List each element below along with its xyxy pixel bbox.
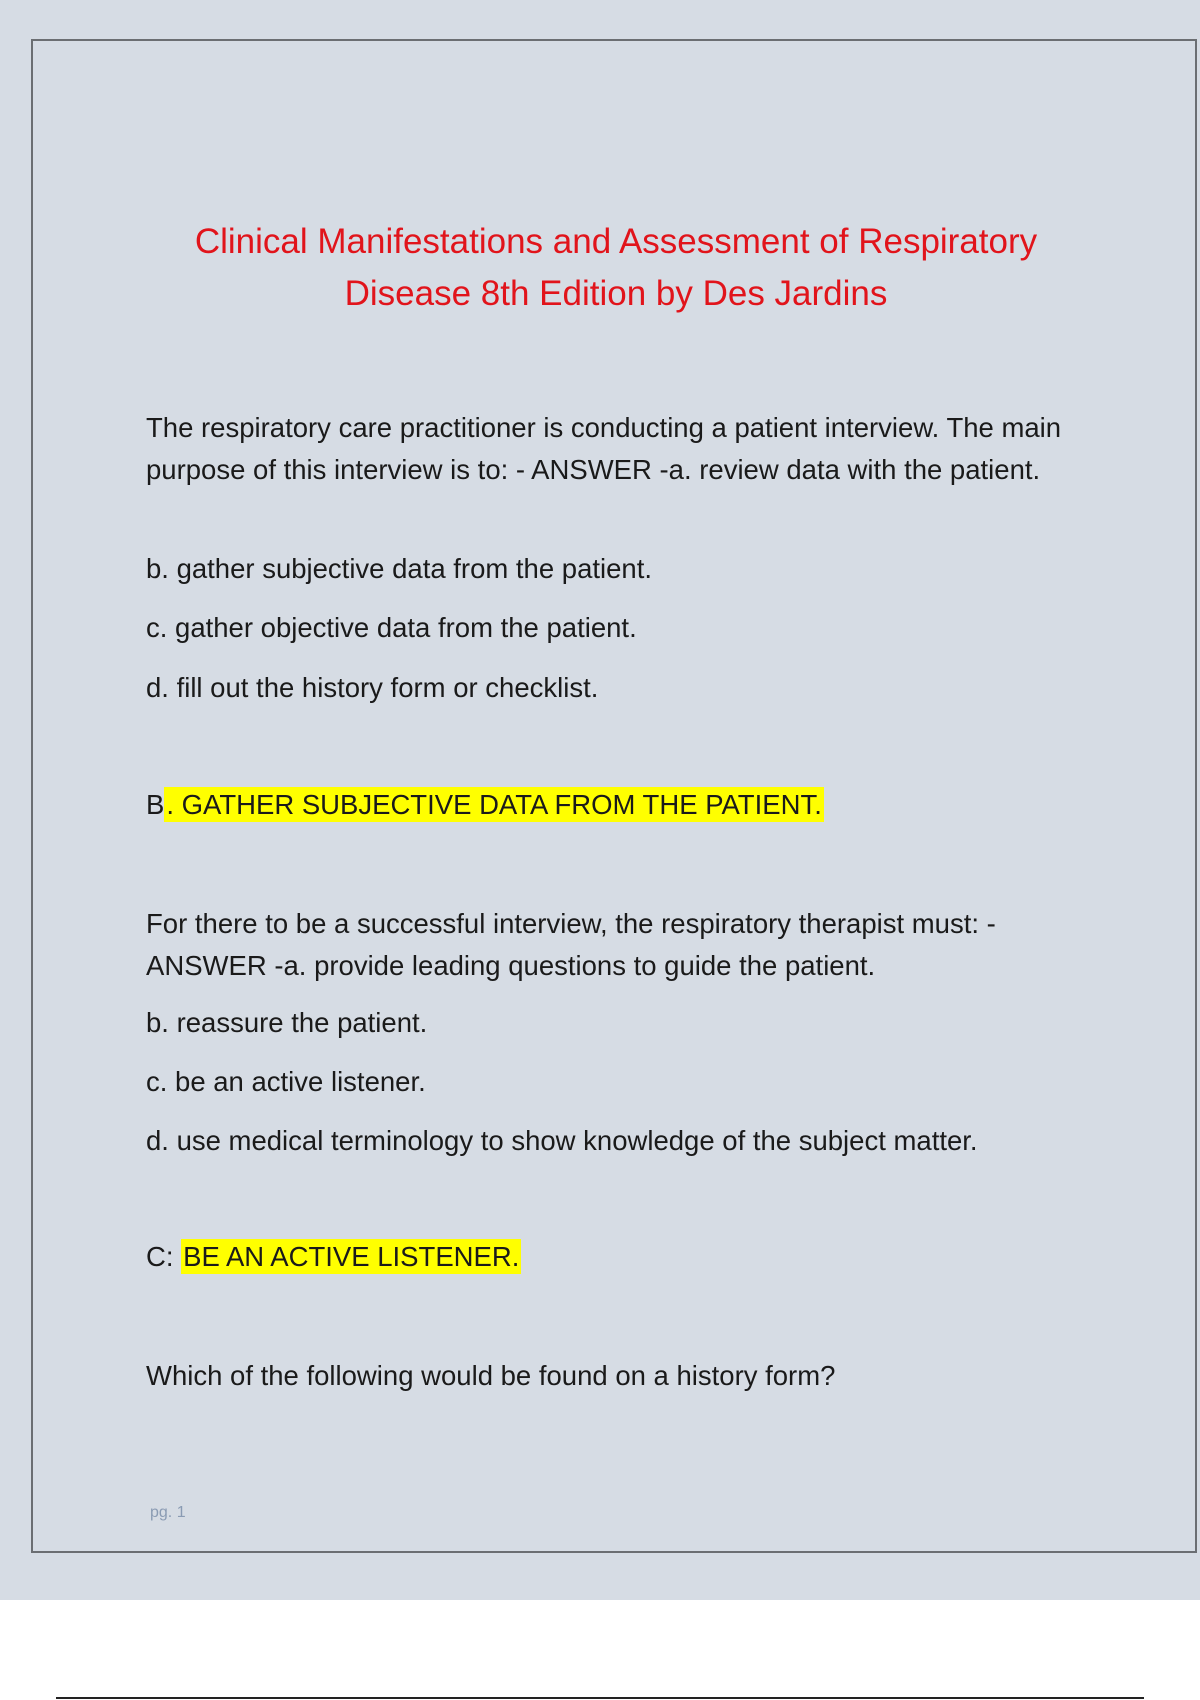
title-line-1: Clinical Manifestations and Assessment of Respiratory [194, 222, 1038, 261]
q2-option-c: c. be an active listener. [146, 1066, 426, 1097]
q2-question: For there to be a successful interview, the respiratory therapist must: - ANSWER -a. provide leading questions to guide the patient. [146, 908, 996, 981]
document-title [80, 216, 1152, 320]
q1-question: The respiratory care practitioner is conducting a patient interview. The main purpose of this interview is to: - ANSWER -a. review data with the patient. [146, 412, 1062, 485]
q2-option-d: d. use medical terminology to show knowledge of the subject matter. [146, 1125, 978, 1156]
q3-question: Which of the following would be found on a history form? [146, 1360, 836, 1391]
q1-option-d: d. fill out the history form or checklist. [146, 672, 599, 703]
q1-answer-highlight: . GATHER SUBJECTIVE DATA FROM THE PATIENT. [166, 789, 822, 820]
page-number: pg. 1 [150, 1504, 186, 1521]
q2-answer-prefix: C: [146, 1241, 182, 1272]
title-line-2: Disease 8th Edition by Des Jardins [344, 274, 888, 313]
q2-option-b: b. reassure the patient. [146, 1007, 428, 1038]
q1-option-b: b. gather subjective data from the patient. [146, 553, 652, 584]
q2-answer [146, 1236, 1096, 1278]
q1-option-c: c. gather objective data from the patient. [146, 612, 637, 643]
q1-answer [146, 784, 1096, 826]
footer-divider [56, 1697, 1144, 1699]
q2-answer-highlight: BE AN ACTIVE LISTENER. [183, 1241, 520, 1272]
q1-answer-prefix: B [146, 789, 165, 820]
